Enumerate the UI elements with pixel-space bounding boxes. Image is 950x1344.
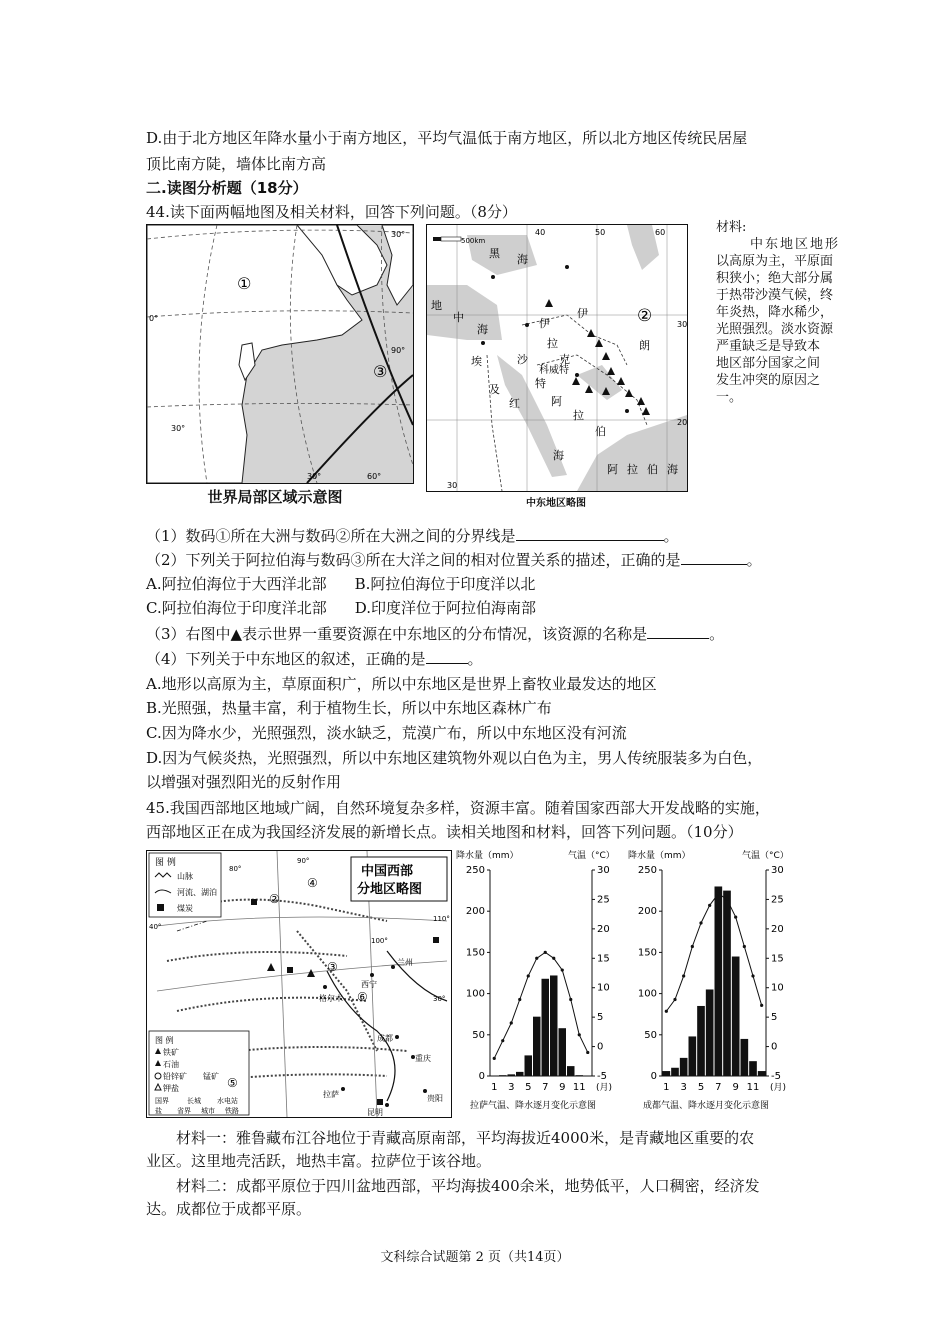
answer-blank[interactable] [516, 526, 664, 541]
world-num-1: ① [237, 274, 252, 293]
precip-bar [758, 1071, 766, 1076]
precip-bar [567, 1066, 575, 1076]
material-line: 以高原为主，平原面 [716, 254, 834, 269]
svg-text:河流、湖泊: 河流、湖泊 [177, 888, 217, 897]
temperature-point [708, 904, 711, 907]
precip-bar [559, 1028, 567, 1076]
precip-bar [689, 1036, 697, 1076]
temperature-point [725, 898, 728, 901]
tick-label-right: 5 [771, 1012, 778, 1024]
svg-text:110°: 110° [433, 915, 450, 923]
svg-text:40: 40 [535, 228, 546, 237]
tick-label-right: 10 [771, 982, 784, 994]
precip-bar [697, 1006, 705, 1076]
y-axis-label-left: 降水量（mm） [456, 851, 519, 861]
svg-text:④: ④ [307, 876, 318, 890]
svg-text:国界: 国界 [155, 1097, 169, 1105]
svg-text:长城: 长城 [187, 1097, 201, 1105]
svg-text:0°: 0° [149, 314, 159, 323]
q44-4-option-b: B.光照强，热量丰富，利于植物生长，所以中东地区森林广布 [146, 699, 552, 717]
tick-label-left: 200 [637, 906, 657, 918]
svg-text:阿: 阿 [607, 463, 618, 476]
svg-text:埃: 埃 [471, 355, 482, 368]
svg-text:红: 红 [509, 397, 520, 410]
china-west-map [146, 850, 452, 1118]
temperature-point [717, 892, 720, 895]
q44-4-option-c: C.因为降水少，光照强烈，淡水缺乏，荒漠广布，所以中东地区没有河流 [146, 724, 627, 742]
precip-bar [525, 1055, 533, 1076]
chart-title: 成都气温、降水逐月变化示意图 [642, 1101, 770, 1111]
q45-line1: 45.我国西部地区地域广阔，自然环境复杂多样，资源丰富。随着国家西部大开发战略的实施， [146, 799, 770, 817]
q44-4-option-a: A.地形以高原为主，草原面积广，所以中东地区是世界上畜牧业最发达的地区 [146, 675, 657, 693]
tick-label-right: 0 [771, 1041, 778, 1053]
material-2-line2: 达。成都位于成都平原。 [146, 1200, 312, 1218]
material-line: 年炎热，降水稀少， [716, 305, 834, 320]
svg-text:100°: 100° [371, 937, 388, 945]
option-d-line1: D.由于北方地区年降水量小于南方地区，平均气温低于南方地区，所以北方地区传统民居屋 [146, 129, 748, 147]
svg-text:30°: 30° [171, 424, 186, 433]
svg-text:拉: 拉 [627, 463, 638, 476]
temperature-point [493, 1057, 496, 1060]
svg-text:煤炭: 煤炭 [177, 904, 193, 913]
precip-bar [732, 957, 740, 1076]
material-2-line1: 材料二：成都平原位于四川盆地西部，平均海拔400余米，地势低平，人口稠密，经济发 [176, 1177, 760, 1195]
tick-label-right: 0 [597, 1041, 604, 1053]
svg-text:黑: 黑 [489, 247, 500, 260]
temperature-point [673, 998, 676, 1001]
x-tick-label: 11 [746, 1082, 760, 1093]
svg-text:③: ③ [327, 960, 338, 974]
q44-2: （2）下列关于阿拉伯海与数码③所在大洋之间的相对位置关系的描述，正确的是 。 [146, 551, 762, 569]
temperature-point [510, 1021, 513, 1024]
svg-text:50: 50 [595, 228, 606, 237]
svg-text:及: 及 [489, 383, 500, 396]
q45-line2: 西部地区正在成为我国经济发展的新增长点。读相关地图和材料，回答下列问题。（10分） [146, 823, 743, 841]
x-tick-label: 1 [663, 1082, 670, 1093]
lhasa-climate-chart [456, 848, 626, 1118]
temperature-point [743, 945, 746, 948]
y-axis-label-left: 降水量（mm） [628, 851, 691, 861]
precip-bar [508, 1074, 516, 1076]
answer-blank[interactable] [681, 550, 747, 565]
precip-bar [671, 1068, 679, 1076]
tick-label-right: 20 [771, 923, 784, 935]
svg-text:30: 30 [677, 320, 687, 329]
q44-1: （1）数码①所在大洲与数码②所在大洲之间的分界线是 。 [146, 527, 679, 545]
temperature-point [665, 1010, 668, 1013]
svg-text:兰州: 兰州 [397, 958, 413, 967]
tick-label-right: 25 [771, 894, 784, 906]
precip-bar [706, 989, 714, 1076]
middle-east-caption: 中东地区略图 [526, 498, 586, 509]
temperature-point [691, 945, 694, 948]
y-axis-label-right: 气温（°C） [742, 851, 789, 861]
temperature-point [682, 974, 685, 977]
x-tick-label: 7 [542, 1082, 549, 1093]
temperature-point [561, 968, 564, 971]
tick-label-left: 200 [465, 906, 485, 918]
tick-label-left: 0 [478, 1071, 485, 1082]
svg-text:中: 中 [453, 311, 464, 324]
precip-bar [663, 1071, 671, 1076]
precip-bar [741, 1039, 749, 1076]
svg-text:30°: 30° [391, 230, 406, 239]
material-line: 严重缺乏是导致本 [716, 339, 821, 354]
tick-label-right: 15 [771, 953, 784, 965]
scale-label: 500km [461, 237, 486, 245]
svg-text:60: 60 [655, 228, 666, 237]
temperature-point [751, 974, 754, 977]
tick-label-left: 0 [650, 1071, 657, 1082]
svg-text:水电站: 水电站 [217, 1097, 238, 1105]
svg-text:拉萨: 拉萨 [323, 1090, 339, 1099]
option-d-line2: 顶比南方陡，墙体比南方高 [146, 155, 327, 173]
svg-text:城市: 城市 [201, 1107, 215, 1115]
tick-label-left: 150 [637, 947, 657, 959]
material-1-line1: 材料一：雅鲁藏布江谷地位于青藏高原南部，平均海拔近4000米，是青藏地区重要的农 [176, 1129, 755, 1147]
precip-bar [499, 1075, 507, 1076]
svg-text:省界: 省界 [177, 1107, 191, 1115]
svg-text:伊: 伊 [539, 317, 550, 330]
answer-blank[interactable] [426, 649, 468, 664]
temperature-point [586, 1051, 589, 1054]
tick-label-right: -5 [597, 1071, 607, 1082]
temperature-point [535, 957, 538, 960]
tick-label-right: 30 [597, 865, 610, 876]
answer-blank[interactable] [647, 624, 709, 639]
material-line: 发生冲突的原因之 [716, 373, 821, 388]
svg-text:伯: 伯 [595, 425, 606, 438]
material-line: 光照强烈。淡水资源 [716, 322, 834, 337]
temperature-line [666, 894, 761, 1012]
precip-bar [715, 886, 723, 1076]
tick-label-right: 20 [597, 923, 610, 935]
tick-label-right: 10 [597, 982, 610, 994]
svg-text:60°: 60° [367, 472, 382, 481]
x-tick-label: 1 [491, 1082, 498, 1093]
svg-text:海: 海 [553, 449, 564, 462]
svg-text:昆明: 昆明 [367, 1108, 383, 1117]
question-44: 44.读下面两幅地图及相关材料，回答下列问题。（8分） [146, 203, 517, 221]
material-line: 积狭小；绝大部分属 [716, 271, 834, 286]
svg-text:80°: 80° [229, 865, 242, 873]
svg-text:山脉: 山脉 [177, 872, 193, 881]
svg-text:伊: 伊 [577, 307, 588, 320]
svg-text:②: ② [269, 892, 280, 906]
svg-text:海: 海 [477, 323, 488, 336]
tick-label-left: 100 [465, 988, 485, 1000]
x-tick-label: 5 [697, 1082, 705, 1093]
q44-3: （3）右图中▲表示世界一重要资源在中东地区的分布情况，该资源的名称是 。 [146, 625, 725, 643]
precip-bar [749, 1061, 757, 1076]
svg-text:30°: 30° [433, 995, 446, 1003]
middle-east-map [426, 224, 688, 492]
tick-label-right: 30 [771, 865, 784, 876]
svg-text:伯: 伯 [647, 463, 658, 476]
svg-text:格尔木: 格尔木 [319, 994, 343, 1003]
tick-label-left: 50 [644, 1029, 657, 1041]
world-map-caption: 世界局部区域示意图 [207, 488, 343, 506]
temperature-point [578, 1033, 581, 1036]
material-line: 于热带沙漠气候，终 [716, 288, 834, 303]
world-num-3: ③ [373, 362, 388, 381]
svg-text:贵阳: 贵阳 [427, 1094, 443, 1103]
q44-4: （4）下列关于中东地区的叙述，正确的是 。 [146, 650, 483, 668]
svg-text:90°: 90° [297, 857, 310, 865]
world-map [146, 224, 414, 484]
precip-bar [680, 1058, 688, 1076]
precip-bar [533, 1017, 541, 1076]
precip-bar [576, 1075, 584, 1076]
x-tick-label: 9 [732, 1082, 739, 1093]
x-tick-label: 3 [508, 1082, 515, 1093]
svg-text:重庆: 重庆 [415, 1054, 431, 1063]
chengdu-climate-chart [628, 848, 800, 1118]
svg-text:西宁: 西宁 [361, 980, 377, 989]
svg-text:地: 地 [431, 299, 442, 312]
svg-text:40°: 40° [149, 923, 162, 931]
svg-text:沙: 沙 [517, 353, 528, 366]
x-tick-label: 7 [715, 1082, 722, 1093]
china-map-title1: 中国西部 [361, 864, 414, 879]
precip-bar [542, 979, 550, 1076]
svg-text:阿: 阿 [551, 395, 562, 408]
q44-2-options-cd: C.阿拉伯海位于印度洋北部 D.印度洋位于阿拉伯海南部 [146, 599, 536, 617]
svg-text:朗: 朗 [639, 339, 650, 352]
material-line: 地区部分国家之间 [716, 356, 821, 371]
china-map-title2: 分地区略图 [357, 882, 423, 897]
svg-text:成都: 成都 [377, 1034, 393, 1043]
q44-4-option-d2: 以增强对强烈阳光的反射作用 [146, 773, 342, 791]
temperature-point [760, 1004, 763, 1007]
svg-text:图 例: 图 例 [155, 1036, 174, 1045]
tick-label-right: 15 [597, 953, 610, 965]
svg-text:拉: 拉 [547, 337, 558, 350]
temperature-point [527, 974, 530, 977]
q44-2-options-ab: A.阿拉伯海位于大西洋北部 B.阿拉伯海位于印度洋以北 [146, 575, 536, 593]
tick-label-left: 250 [637, 865, 657, 876]
x-tick-label: 3 [680, 1082, 687, 1093]
svg-text:90°: 90° [391, 346, 406, 355]
x-unit-label: (月) [596, 1083, 613, 1093]
svg-text:铅锌矿: 铅锌矿 [163, 1072, 187, 1081]
svg-text:海: 海 [667, 463, 678, 476]
svg-text:海: 海 [517, 253, 528, 266]
tick-label-right: 5 [597, 1012, 604, 1024]
tick-label-left: 150 [465, 947, 485, 959]
x-unit-label: (月) [770, 1083, 787, 1093]
svg-text:图 例: 图 例 [155, 858, 176, 868]
svg-text:30°: 30° [307, 472, 322, 481]
svg-text:石油: 石油 [163, 1060, 179, 1069]
svg-text:20: 20 [677, 418, 687, 427]
temperature-point [699, 921, 702, 924]
precip-bar [516, 1072, 524, 1076]
temperature-point [518, 998, 521, 1001]
precip-bar [723, 891, 731, 1076]
svg-text:特: 特 [535, 377, 546, 390]
material-1-line2: 业区。这里地壳活跃，地热丰富。拉萨位于该谷地。 [146, 1152, 492, 1170]
temperature-line [494, 952, 588, 1058]
x-tick-label: 9 [559, 1082, 566, 1093]
svg-text:盐: 盐 [155, 1107, 162, 1115]
svg-text:钾盐: 钾盐 [163, 1084, 179, 1093]
tick-label-left: 50 [472, 1029, 485, 1041]
material-line: 中东地区地形 [750, 237, 841, 252]
chart-title: 拉萨气温、降水逐月变化示意图 [469, 1101, 597, 1111]
svg-text:铁路: 铁路 [225, 1107, 239, 1115]
page-footer: 文科综合试题第 2 页（共14页） [380, 1250, 570, 1265]
svg-text:锰矿: 锰矿 [203, 1072, 219, 1081]
svg-text:30: 30 [447, 481, 458, 490]
svg-text:⑥: ⑥ [357, 990, 368, 1004]
precip-bar [550, 975, 558, 1076]
svg-text:拉: 拉 [573, 409, 584, 422]
temperature-point [734, 915, 737, 918]
tick-label-right: -5 [771, 1071, 781, 1082]
me-num-2: ② [637, 306, 653, 326]
temperature-point [544, 951, 547, 954]
svg-text:克: 克 [559, 353, 570, 366]
tick-label-left: 100 [637, 988, 657, 1000]
temperature-point [569, 998, 572, 1001]
tick-label-right: 25 [597, 894, 610, 906]
x-tick-label: 11 [572, 1082, 586, 1093]
material-title: 材料: [716, 220, 747, 235]
svg-text:铁矿: 铁矿 [163, 1048, 179, 1057]
svg-text:⑤: ⑤ [227, 1076, 238, 1090]
section-title: 二.读图分析题（18分） [146, 179, 308, 197]
temperature-point [552, 957, 555, 960]
x-tick-label: 5 [525, 1082, 532, 1093]
y-axis-label-right: 气温（°C） [568, 851, 615, 861]
material-line: 一。 [716, 390, 743, 405]
temperature-point [501, 1039, 504, 1042]
tick-label-left: 250 [465, 865, 485, 876]
svg-text:科威特: 科威特 [539, 365, 569, 376]
q44-4-option-d1: D.因为气候炎热，光照强烈，所以中东地区建筑物外观以白色为主，男人传统服装多为白色， [146, 749, 763, 767]
